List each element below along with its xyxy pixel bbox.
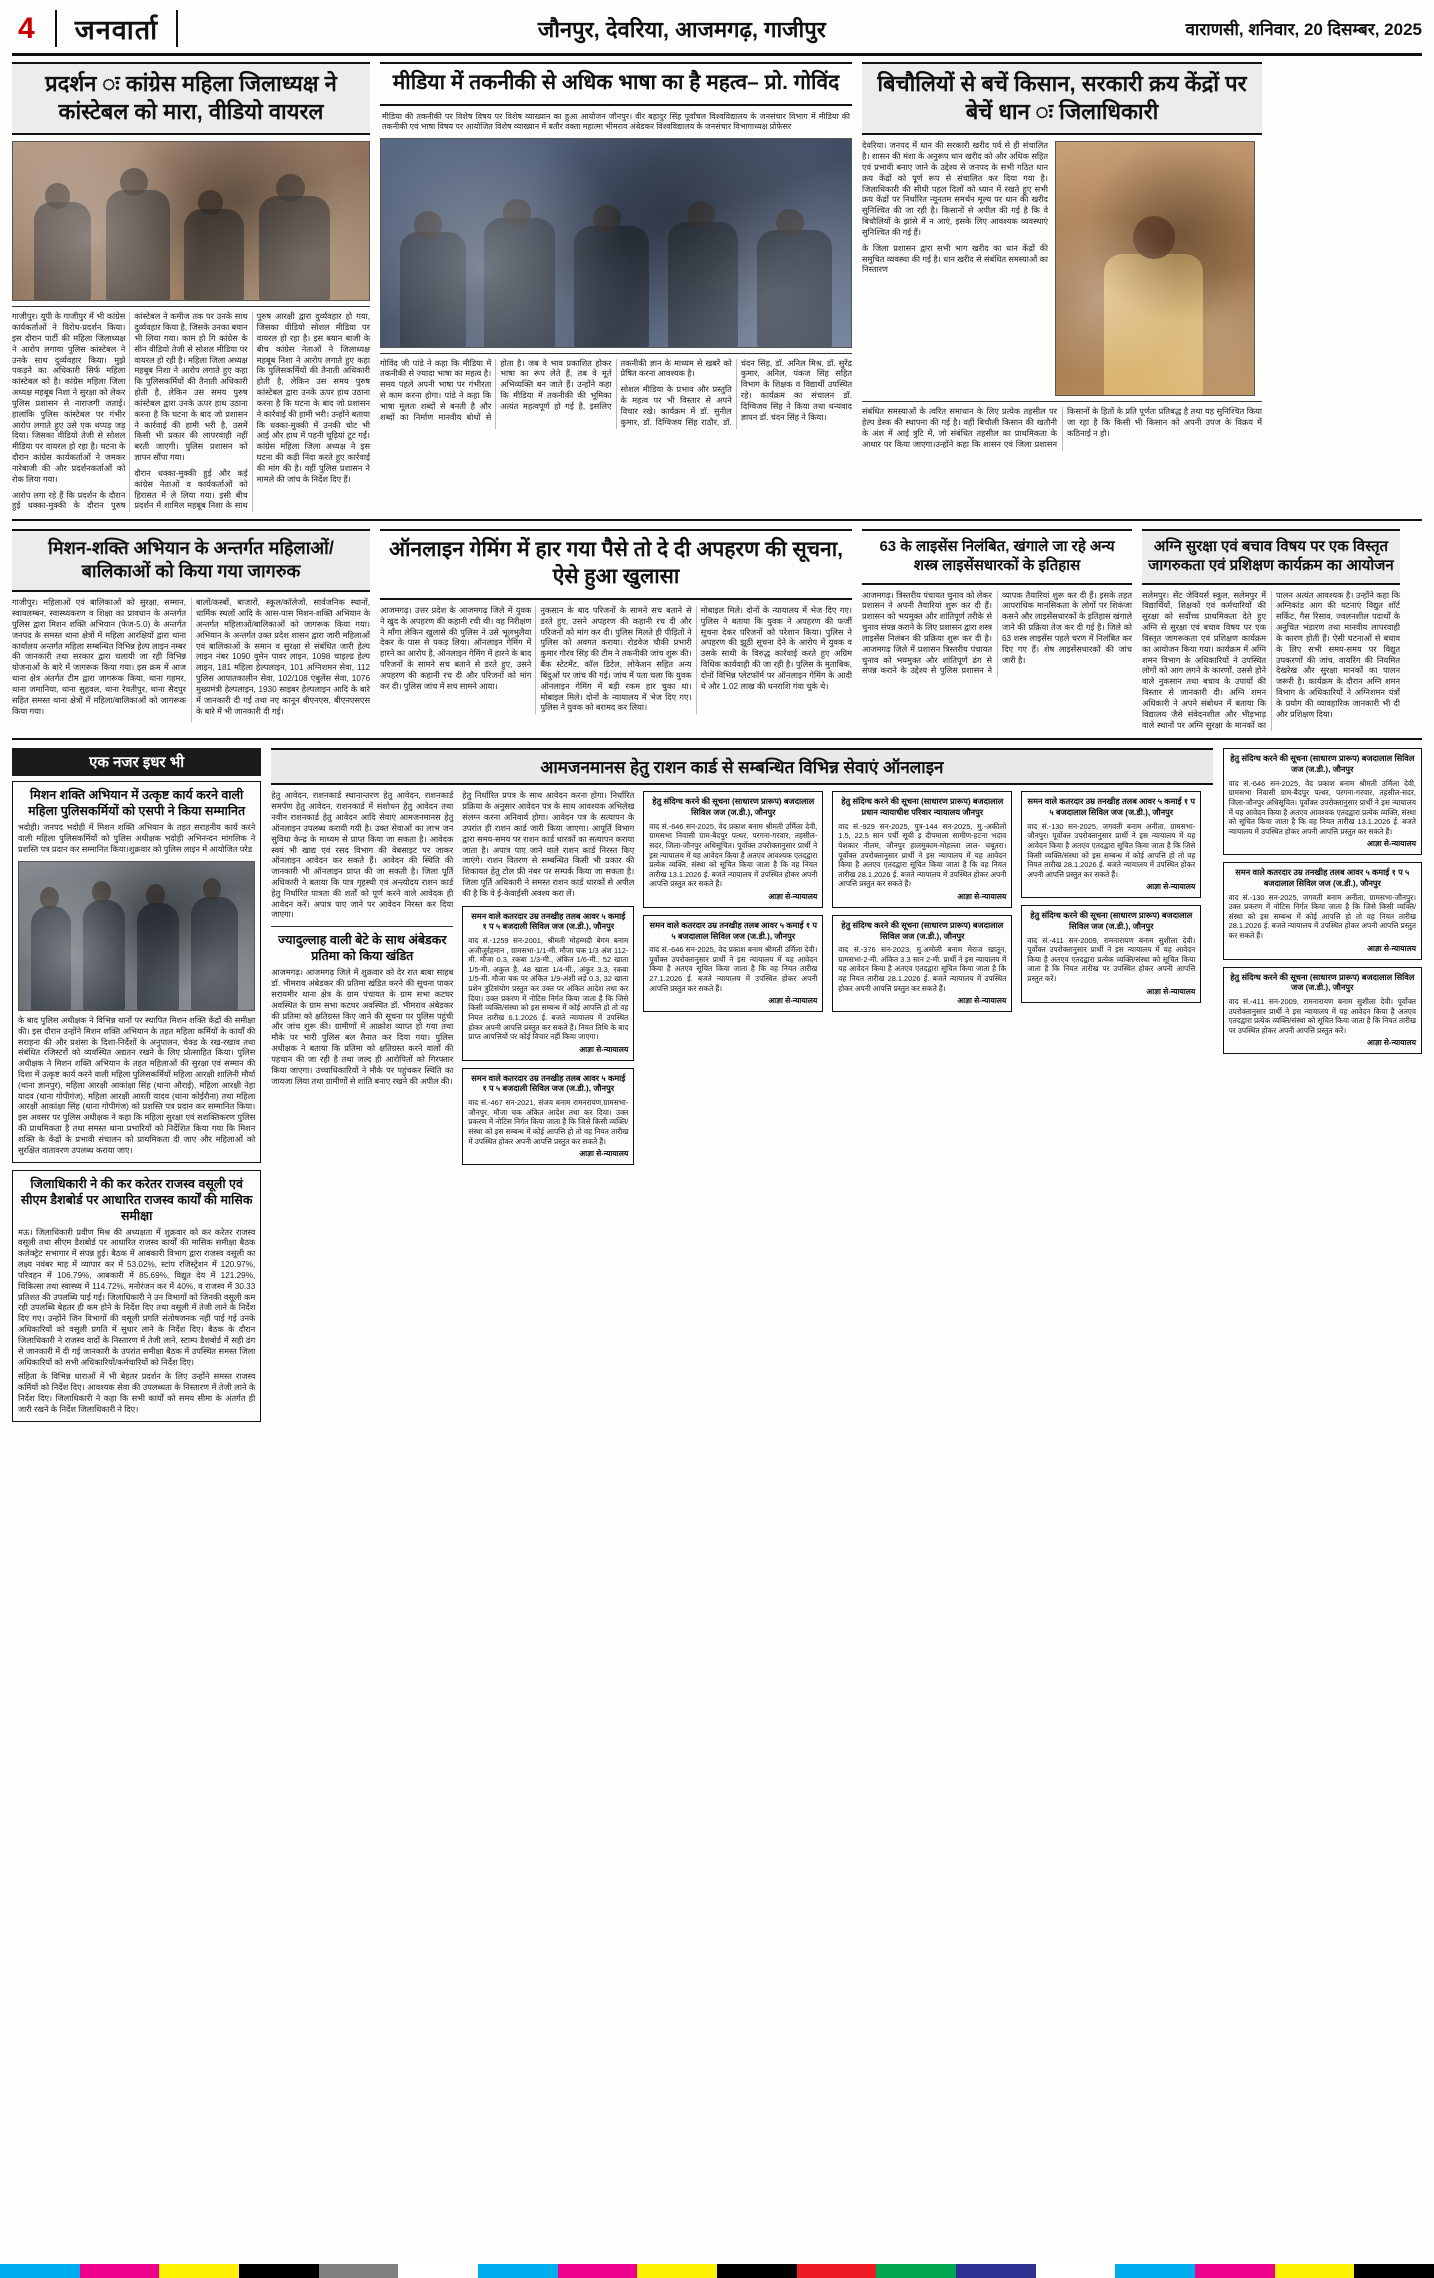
story7-para-1: सलेमपुर। सेंट जेवियर्स स्कूल, सलेमपुर में विद्यार्थियों, शिक्षकों एवं कर्मचारियों की सुरक्षा को सर्वोच्च प्राथमिकता देते हुए अग्नि से सुरक्षा एवं बचाव विषय पर एक विस्तृत जागरूकता एवं प्रशिक्षण कार्यक्रम का आयोजन किया गया। कार्यक्रम में अग्नि शमन विभाग के अधिकारियों ने उपस्थित लोगों को आग लगने के कारणों, उससे होने वाले नुकसान तथा बचाव के उपायों की विस्तार से जानकारी दी। अग्नि शमन अधिकारी ने अपने संबोधन में बताया कि विद्यालय जैसे संवेदनशील और भीड़भाड़ वाले स्थानों पर अग्नि सुरक्षा के मानकों का पालन अत्यंत आवश्यक है। उन्होंने कहा कि अग्निकांड आग की घटनाएं विद्युत शॉर्ट सर्किट, गैस रिसाव, ज्वलनशील पदार्थों के अनुचित भंडारण तथा मानवीय लापरवाही के कारण होती हैं। ऐसी घटनाओं से बचाव के लिए सभी समय-समय पर विद्युत उपकरणों की जांच, वायरिंग की नियमित देखरेख और सुरक्षा मानकों का पालन जरूरी है। कार्यक्रम के दौरान अग्नि शमन विभाग के अधिकारियों ने अग्निशमन यंत्रों के प्रयोग की व्यावहारिक जानकारी भी दी और प्रशिक्षण दिया। [1142,590,1400,730]
photo-figure [757,230,832,346]
notice-title: हेतु संदिग्ध करने की सूचना (साधारण प्रारूप) बजदालाल सिविल जज (ज.डी.), जौनपुर [1230,754,1415,775]
notice-card [1223,967,1422,1055]
photo-figure-head [776,209,804,236]
notice-title: हेतु संदिग्ध करने की सूचना (साधारण प्रारूप) बजदालाल सिविल जज (ज.डी.), जौनपुर [1230,972,1415,993]
story3-text-left [862,141,1048,396]
registration-color-bar [0,2264,1434,2278]
photo-figure [184,209,245,301]
story3-para-2: के जिला प्रशासन द्वारा सभी भाग खरीद का धान केंद्रों की समुचित व्यवस्था की गई है। धान खरीद से संबंधित समस्याओं का निस्तारण [862,243,1048,275]
photo-figure-head [276,174,304,202]
story2-subdeck: मीडिया की तकनीकी पर विशेष विषय पर विशेष व्याख्यान का हुआ आयोजन जौनपुर। वीर बहादुर सिंह पूर्वांचल विश्वविद्यालय के जनसंचार विभाग में मीडिया की तकनीकी एवं भाषा विषय पर आयोजित विशेष व्याख्यान में बतौर वक्ता महात्मा भीमराव अंबेडकर विश्वविद्यालय के जनसंचार विभागाध्यक्ष प्रोफेसर [382,111,850,132]
story2-photo [380,138,852,348]
color-swatch [876,2264,956,2278]
ration-and-notices [271,791,1212,1172]
story2-body [380,359,852,429]
photo-figure [137,903,179,1010]
page-number: 4 [18,11,35,45]
story9-block [12,1170,261,1422]
story6-para-1: आजमगढ़। त्रिस्तरीय पंचायत चुनाव को लेकर प्रशासन ने अपनी तैयारियां शुरू कर दी हैं। प्रशासन को भयमुक्त और शांतिपूर्ण तरीके से चुनाव संपन्न कराने के लिए प्रशासन द्वारा शस्त्र लाइसेंस निलंबन की प्रक्रिया शुरू कर दी है। आजमगढ़ जिले में प्रशासन त्रिस्तरीय पंचायत चुनाव को भयमुक्त और शांतिपूर्ण ढंग से संपन्न कराने के उद्देश्य से पुलिस प्रशासन ने व्यापक तैयारियां शुरू कर दी हैं। इसके तहत आपराधिक मानसिकता के लोगों पर शिकंजा कसने और लाइसेंसधारकों के इतिहास खंगाले जाने की प्रक्रिया तेज कर दी गई है। जिले को 63 शस्त्र लाइसेंस पहले चरण में निलंबित कर दिए गए हैं। शेष लाइसेंसधारकों की जांच जारी है। [862,590,1132,676]
photo-figure-head [593,205,621,232]
notice-body: वाद सं.-130 सन-2025, जगवती बनाम अनीता, ग्रामसभा-जौनपुर। उक्त प्रकरण में नोटिस निर्गत किया जाता है कि जिसे किसी व्यक्ति/संस्था को इस सम्बन्ध में कोई आपत्ति हो तो वह नियत तारीख 28.1.2026 ई. बजते न्यायालय में उपस्थित होकर अपनी आपत्ति प्रस्तुत कर सकते हैं। [1228,892,1416,941]
story3-right [1055,141,1255,396]
masthead-left [12,10,178,47]
notice-title: हेतु संदिग्ध करने की सूचना (साधारण प्रारूप) बजदालाल प्रधान न्यायाधीश परिवार न्यायालय जौनपुर [841,797,1004,818]
notice-title: समन वाले कतरदार उम्र तनखीह तलब आवर ५ कमाई १ प ५ बजदाली सिविल जज (ज.डी.), जौनपुर [471,911,626,932]
story5-headline-box [380,529,852,600]
notice-title: समन वाले कतरदार उम्र तनखीह तलब आवर ५ कमाई १ प ५ बजदालाल सिविल जज (ज.डी.), जौनपुर [1235,868,1410,888]
section-divider [12,519,1422,521]
story8-intro: भदोही। जनपद भदोही में मिशन शक्ति अभियान के तहत सराहनीय कार्य करने वाली महिला पुलिसकर्मियों को पुलिस अधीक्षक भदोही अभिनन्दन मांगलिक ने प्रशस्ति पत्र प्रदान कर सम्मानित किया।शुक्रवार को पुलिस लाइन में आयोजित परेड [18,823,256,855]
story-column-6 [862,529,1132,731]
notice-card [643,915,823,1012]
color-swatch [558,2264,638,2278]
story5-para-1: आजमगढ़। उत्तर प्रदेश के आजमगढ़ जिले में युवक ने खुद के अपहरण की कहानी रची थी। वह निरीक्षण ने माँगा लेकिन खुलासे की पुलिस ने उसे भूलभुलैया देकर के पास से पकड़ लिया। ऑनलाइन गेमिंग में हारने का आरोप है, ऑनलाइन गेमिंग में हारने के बाद परिजनों के सामने सच बताने से डरते हुए, उसने अपहरण की कहानी रच दी और परिजनों को मांग कर दी। पुलिस जांच में सच सामने आया। [380,605,532,691]
story3-headline-box [862,62,1262,135]
photo-figure-head [146,884,165,906]
lower-section [12,748,1422,1421]
lower-column-left [12,748,261,1421]
notice-footer: आज्ञा से-न्यायालय [1146,882,1196,892]
story3-headline: बिचौलियों से बचें किसान, सरकारी क्रय केंद्रों पर बेचें धान ः जिलाधिकारी [877,71,1247,125]
story6-headline-box [862,529,1132,584]
notice-title: समन वाले कतरदार उम्र तनखीह तलब आवर ५ कमाई १ प ५ बजदालाल सिविल जज (ज.डी.), जौनपुर [1027,797,1196,818]
notice-footer: आज्ञा से-न्यायालय [1367,839,1416,849]
notice-title: समन वाले कतरदार उम्र तनखीह तलब आवर ५ कमाई १ प ५ बजदाली सिविल जज (ज.डी.), जौनपुर [471,1073,626,1094]
story5-headline: ऑनलाइन गेमिंग में हार गया पैसे तो दे दी अपहरण की सूचना, ऐसे हुआ खुलासा [389,538,843,589]
notice-title: समन वाले कतरदार उम्र तनखीह तलब आवर ५ कमाई १ प ५ बजदालाल सिविल जज (ज.डी.), जौनपुर [649,920,818,941]
story1-para-3: दौरान धक्का-मुक्की हुई और कई कांग्रेस नेताओं व कार्यकर्ताओं को हिरासत में ले लिया गया। इसी बीच प्रदर्शन में शामिल महबूब निशा के साथ पुरुष आरक्षी द्वारा दुर्व्यवहार हो गया, जिसका वीडियो सोशल मीडिया पर वायरल हो रहा है। इस बयान बाजी के बीच कांग्रेस नेताओं ने जिलाध्यक्ष महबूब निशा ने आरोप लगाते हुए कहा कि पुलिसकर्मियों की तैनाती अधिकारी होती है, लेकिन उस समय पुरुष कांस्टेबल द्वारा उनके ऊपर हाथ उठाना करना है कि घटना के बाद जो प्रशासन ने कार्रवाई की हामी भरी। उन्होंने बताया कि धक्का-मुक्की में उनकी चोट भी आई और हाथ में पहनी चूड़ियां टूट गईं। कांग्रेस महिला जिला अध्यक्ष ने इस घटना की कड़ी निंदा करते हुए कार्रवाई की मांग की है। वहीं पुलिस प्रशासन ने मामले की जांच के निर्देश दिए हैं। [134,312,370,511]
section-divider-2 [12,738,1422,740]
story7-headline-box [1142,529,1400,584]
story8-body: के बाद पुलिस अधीक्षक ने विभिन्न थानों पर स्थापित मिशन शक्ति केंद्रों की समीक्षा की। इस दौरान उन्होंने मिशन शक्ति अभियान के तहत महिला कर्मियों के कार्यों की सराहना की और प्रशंसा के दिशा-निर्देशों के अनुपालन, चेक्ड के रख-रखाव तथा संबंधित रजिस्टरों को व्यवस्थित अद्यतन रखने के लिए प्रोत्साहित किया। पुलिस अधीक्षक ने मिशन शक्ति अभियान के तहत महिलाओं की सुरक्षा एवं सम्मान की दिशा में उत्कृष्ट कार्य करने वाली महिला पुलिसकर्मियों महिला आरक्षी शालिनी मौर्या (थाना ज्ञानपुर), महिला आरक्षी आकांक्षा सिंह (थाना औराई), महिला आरक्षी नेहा यादव (थाना गोपीगंज), महिला आरक्षी आरती यादव (थाना कोईरौना) तथा महिला आरक्षी आकांक्षा सिंह (थाना गोपीगंज) को प्रशस्ति पत्र प्रदान कर सम्मानित किया। इस अवसर पर पुलिस अधीक्षक ने कहा कि महिला सुरक्षा एवं सशक्तिकरण पुलिस की प्राथमिकता है तथा समस्त थाना प्रभारियों को निर्देशित किया गया कि मिशन शक्ति के केंद्रों के प्रभावी संचालन को प्राथमिकता दी जाए और महिलाओं को सुरक्षित वातावरण उपलब्ध कराया जाए। [18,1015,256,1155]
photo-figure-head [198,190,223,215]
story8-headline: मिशन शक्ति अभियान में उत्कृष्ट कार्य करने वाली महिला पुलिसकर्मियों को एसपी ने किया सम्मानित [28,788,246,819]
story-column-2 [380,62,852,512]
color-swatch [637,2264,717,2278]
story-column-4 [12,529,370,731]
ration-para-2: हेतु निर्धारित प्रपत्र के साथ आवेदन करना होगा। निर्धारित प्रक्रिया के अनुसार आवेदन पत्र के साथ आवश्यक अभिलेख संलग्न करना अनिवार्य होगा। आवेदन पत्र के सत्यापन के उपरांत ही राशन कार्ड जारी किया जाएगा। आपूर्ति विभाग द्वारा समय-समय पर राशन कार्ड धारकों का सत्यापन कराया जाता है। अपात्र पाए जाने वाले राशन कार्ड निरस्त किए जाएंगे। राशन वितरण से सम्बन्धित किसी भी प्रकार की शिकायत हेतु टोल फ्री नंबर पर सम्पर्क किया जा सकता है। जिला पूर्ति अधिकारी ने समस्त राशन कार्ड धारकों से अपील की है कि वे ई-केवाईसी अवश्य करा लें। [462,791,635,898]
notice-body: वाद सं.-646 सन-2025, वेद प्रकाश बनाम श्रीमती उर्मिला देवी। पूर्वोक्त उपरोक्तानुसार प्रार्थी ने इस न्यायालय में यह आवेदन किया है अतएव सूचित किया जाता है कि वह नियत तारीख 27.1.2026 ई. बजते न्यायालय में उपस्थित होकर अपनी आपत्ति प्रस्तुत कर सकते हैं। [649,945,818,993]
color-swatch [717,2264,797,2278]
notice-col-3 [643,791,823,1172]
photo-figure [484,218,555,347]
photo-figure [1104,254,1203,396]
story9-body: मऊ। जिलाधिकारी प्रवीण मिश्र की अध्यक्षता में शुक्रवार को कर करेतर राजस्व वसूली तथा सीएम डैशबोर्ड पर आधारित राजस्व कार्यों की मासिक समीक्षा बैठक कलेक्ट्रेट सभागार में संपन्न हुई। बैठक में आबकारी विभाग द्वारा राजस्व वसूली का लक्ष्य नवंबर माह में व्यापार कर में 53.02%, स्टांप रजिस्ट्रेशन में 120.97%, परिवहन में 106.79%, आबकारी में 85.69%, विद्युत देय में 121.29%, चिकित्सा तथा स्वास्थ्य में 114.72%, मनोरंजन कर में 40%, व राजस्व में 30.33 प्रतिशत की उपलब्धि पाई गई। जिलाधिकारी ने उन विभागों को जिनकी वसूली कम रही उपलब्धि बेहतर ही कम होने के निर्देश दिए तथा वसूली में तेजी लाने के निर्देश दिए गए। उन्होंने जिन विभागों की वसूली प्रगति संतोषजनक नहीं पाई गई उनके अधिकारियों को वसूली प्रगति में सुधार लाने के निर्देश दिए। बैठक के दौरान जिलाधिकारी ने राजस्व वादों के निस्तारण में तेजी लाने, स्टाम्प डैशबोर्ड में सही ढंग से जानकारी में दी गई जानकारी के उपरांत समीक्षा बैठक में उपस्थित समस्त जिला अधिकारियों को सभी अधिकारियों/कर्मचारियों को निर्देश दिए। [18,1227,256,1367]
color-swatch [956,2264,1036,2278]
place-date: वाराणसी, शनिवार, 20 दिसम्बर, 2025 [1185,20,1422,39]
notice-body: वाद सं.-376 सन-2023, मु.अमोली बनाम मेराज खातून, ग्रामसभा-2-मी. अंकित 3.3 सान 2-मी. प्रार्थी ने इस न्यायालय में यह आवेदन किया है अतएव एतदद्वारा सूचित किया जाता है कि वह नियत तारीख 28.1.2026 ई. बजते न्यायालय में उपस्थित होकर अपनी आपत्ति प्रस्तुत कर सकते हैं। [838,945,1007,993]
story7-headline: अग्नि सुरक्षा एवं बचाव विषय पर एक विस्तृत जागरुकता एवं प्रशिक्षण कार्यक्रम का आयोजन [1148,538,1394,575]
notice-footer: आज्ञा से-न्यायालय [579,1149,629,1159]
story3-content [862,141,1262,396]
photo-figure [259,196,330,300]
story8-block [12,781,261,1162]
story4-para-1: गाजीपुर। महिलाओं एवं बालिकाओं को सुरक्षा, सम्मान, स्वावलम्बन, स्वास्थ्यकरण व शिक्षा का प्रावधान के अन्तर्गत पुलिस द्वारा मिशन शक्ति अभियान (फेज-5.0) के अन्तर्गत जनपद के समस्त थाना क्षेत्रों में महिला आरक्षियों द्वारा थाना कार्यालय अन्तर्गत महिला सम्बन्धित विभिन्न हेल्प लाइन नम्बर की जानकारी तथा सरकार द्वारा चलायी जा रही विभिन्न योजनाओं के बारे में जागरूक किया गया। इस क्रम में आज थाना क्षेत्र अंतर्गत टीम द्वारा जागरूक किया, थाना गहमर, थाना जमानिया, थाना सुहवल, थाना रेवतीपुर, थाना सैदपुर सहित समस्त थाना क्षेत्रों में महिला/बालिकाओं को जागरूक किया गया। [12,598,186,716]
notice-footer: आज्ञा से-न्यायालय [957,892,1007,902]
photo-figure-head [45,183,70,208]
ration-text-col-2 [462,791,634,1172]
masthead [12,10,1422,56]
notice-title: हेतु संदिग्ध करने की सूचना (साधारण प्रारूप) बजदालाल सिविल जज (ज.डी.), जौनपुर [841,920,1004,941]
paper-name: जनवार्ता [55,10,178,47]
story3-body-bottom [862,407,1262,450]
notice-footer: आज्ञा से-न्यायालय [579,1044,629,1054]
color-swatch [80,2264,160,2278]
left-band-title: एक नजर इधर भी [12,748,261,776]
color-swatch [1036,2264,1116,2278]
color-swatch [319,2264,399,2278]
notice-title: हेतु संदिग्ध करने की सूचना (साधारण प्रारूप) बजदालाल सिविल जज (ज.डी.), जौनपुर [1030,911,1193,931]
photo-figure [191,897,238,1009]
notice-body: वाद सं.-467 सन-2021, संजय बनाम रामनरायण,ग्रामसभा-जौनपुर, मौजा चक अंकित आदेश तथा कर दिया। उक्त प्रकरण में नोटिस निर्गत किया जाता है कि जिसे किसी व्यक्ति/संस्था को इस सम्बन्ध में कोई आपत्ति हो तो वह नियत तारीख में उपस्थित होकर अपनी आपत्ति प्रस्तुत कर सकते हैं। [468,1098,629,1146]
notice-body: वाद सं.-411 सन-2009, रामनारायण बनाम सुशीला देवी। पूर्वोक्त उपरोक्तानुसार प्रार्थी ने इस न्यायालय में यह आवेदन किया है अतएव एतदद्वारा प्रत्येक व्यक्ति/संस्था को सूचित किया जाता है कि नियत तारीख पर उपस्थित होकर अपनी आपत्ति प्रस्तुत करें। [1027,935,1196,984]
photo-figure-head [203,878,222,900]
notice-card [1223,748,1422,855]
story5-para-2: नुकसान के बाद परिजनों के सामने सच बताने से डरते हुए, उसने अपहरण की कहानी रच दी और परिजनों को मांग कर दी। पुलिस मिलते ही पीड़ितों ने पुलिस को अवगत कराया। रोडवेज चौकी प्रभारी कुमार गौरव सिंह की टीम ने तकनीकी जांच शुरू की। बैंक स्टेटमेंट, कॉल डिटेल, लोकेशन सहित अन्य बिंदुओं पर जांच की गई। जांच में पता चला कि युवक ऑनलाइन गेमिंग में बड़ी रकम हार चुका था। मोबाइल मिले। दोनों के न्यायालय में भेज दिए गए। पुलिस ने युवक को बरामद कर लिया। [540,605,692,713]
color-swatch [797,2264,877,2278]
story4-headline-box [12,529,370,592]
photo-figure [574,226,649,347]
story-column-1 [12,62,370,512]
notice-card [832,791,1012,908]
color-swatch [1275,2264,1355,2278]
notice-col-5 [1021,791,1201,1172]
photo-figure [668,222,739,347]
mid-section [12,529,1422,731]
story3-para-1: देवरिया। जनपद में धान की सरकारी खरीद पर्व से ही संचालित है। शासन की मंशा के अनुरूप धान खरीद को और अधिक सहित एवं प्रभावी बनाए जाने के उद्देश्य से जनपद के सभी गठित धान क्रय केंद्रों को पूर्ण रूप से संचालित कर दिया गया है। जिलाधिकारी की सीधी पहल दिलों को ध्यान में रखते हुए सभी क्रय केंद्रों पर निर्धारित न्यूनतम समर्थन मूल्य पर धान की खरीद सुनिश्चित की जा रही है। किसानों से अपील की गई है कि वे बिचौलियों के झांसे में न आएं, इसके लिए आवश्यक व्यवस्थाएं सुनिश्चित की गई हैं। [862,141,1048,237]
story1-para-1: गाजीपुर। यूपी के गाजीपुर में भी कांग्रेस कार्यकर्ताओं ने विरोध-प्रदर्शन किया। इस दौरान पार्टी की महिला जिलाध्यक्ष ने आरोप लगाया पुलिस कांस्टेबल ने उनके साथ दुर्व्यवहार किया। मुझे पकड़ने का अधिकारी सिर्फ महिला कांस्टेबल को है। कांग्रेस महिला जिला अध्यक्ष महबूब निशा ने सुरक्षा को लेकर पुलिस प्रशासन से नाराजगी जताई। हालांकि पुलिस कांस्टेबल पर गंभीर आरोप लगाते हुए उसे एक थप्पड़ जड़ दिया। जिसका वीडियो तेजी से सोशल मीडिया पर वायरल हो रहा है। घटना के दौरान कांग्रेस कार्यकर्ताओं ने जमकर नारेबाजी की और प्रदर्शनकर्ताओं को रोक लिया गया। [12,312,126,484]
photo-figure-head [120,168,148,196]
photo-figures [13,142,369,300]
ration-band-title: आमजनमानस हेतु राशन कार्ड से सम्बन्धित विभिन्न सेवाएं ऑनलाइन [271,748,1212,785]
divider [862,401,1262,402]
photo-figure [34,202,91,300]
story-column-3 [862,62,1262,512]
notice-footer: आज्ञा से-न्यायालय [957,996,1007,1006]
story2-para-2: सोशल मीडिया के प्रभाव और प्रस्तुति के महत्व पर भी विस्तार से अपने विचार रखे। कार्यक्रम में डॉ. सुनील कुमार, डॉ. दिग्विजय सिंह राठौर, डॉ. चंदन सिंह, डॉ. अनिल मिश्र, डॉ. सुरेंद्र कुमार, अनिल, पंकज सिंह सहित विभाग के शिक्षक व विद्यार्थी उपस्थित रहे। कार्यक्रम का संचालन डॉ. दिग्विजय सिंह ने किया तथा धन्यवाद ज्ञापन डॉ. चंदन सिंह ने किया। [620,358,852,427]
color-swatch [0,2264,80,2278]
lower-column-center [271,748,1212,1421]
notice-title: हेतु संदिग्ध करने की सूचना (साधारण प्रारूप) बजदालाल सिविल जज (ज.डी.), जौनपुर [652,797,815,818]
edition-list: जौनपुर, देवरिया, आजमगढ़, गाजीपुर [537,16,826,42]
divider [12,306,370,307]
story9-headline: जिलाधिकारी ने की कर करेतर राजस्व वसूली एवं सीएम डैशबोर्ड पर आधारित राजस्व कार्यों की मासिक समीक्षा [20,1176,253,1223]
photo-figure-head [687,201,715,228]
story5-para-3: मोबाइल मिले। दोनों के न्यायालय में भेज दिए गए। पुलिस ने बताया कि युवक ने अपहरण की फर्जी सूचना देकर परिजनों को परेशान किया। पुलिस ने अपहरण की झूठी सूचना देने के आरोप में युवक व उसके साथी के विरुद्ध कार्रवाई करते हुए अग्रिम विधिक कार्यवाही की जा रही है। पुलिस के मुताबिक, दोनों विभिन्न प्लेटफॉर्म पर ऑनलाइन गेमिंग के आदी थे और 1.02 लाख की धनराशि गंवा चुके थे। [700,605,852,691]
color-swatch [398,2264,478,2278]
story5-body [380,606,852,714]
story8-photo [18,861,255,1011]
notice-body: वाद सं.-646 सन-2025, वेद प्रकाश बनाम श्रीमती उर्मिला देवी, ग्रामसभा निवासी ग्राम-बैदपुर पत्थर, परगना-गरवार, तहसील-सदर, जिला-जौनपुर अधिसूचित। पूर्वोक्त उपरोक्तानुसार प्रार्थी ने इस न्यायालय में यह आवेदन किया है अतएव आवश्यक एतदद्वारा प्रत्येक व्यक्ति, संस्था को सूचित किया जाता है कि वह नियत तारीख 13.1.2026 ई. बजते न्यायालय में उपस्थित होकर अपनी आपत्ति प्रस्तुत कर सकते हैं। [649,821,818,889]
photo-figures [19,862,254,1010]
top-section [12,62,1422,512]
notice-col-4 [832,791,1012,1172]
story1-body [12,312,370,512]
photo-figure-head [503,199,531,226]
photo-figure-head [1133,216,1175,259]
notice-body: वाद सं.-1259 सन-2001, श्रीमती मोहम्मदी बेगम बनाम अजीजुर्रहमान , ग्रामसभा-1/1-मी. मौजा चक 1/3 अंश 112-मी. मौजा 0.3, रकबा 1/3-मी., अंकित 1/6-मी., 52 खाता 1/5-मी. अकुल है, 48 खाता 1/4-मी., अंकुर 3.3, रकबा 1/5-मी. मौजा चक पर अंकित 1/9-अंशी लड़े 0.3, 32 खाता प्रशेन त्रुटिसंयोग प्रस्तुत कर उक्त पर अंकित आदेश तथा कर दिया। उक्त प्रकरण में नोटिस निर्गत किया जाता है कि जिसे किसी व्यक्ति/संस्था को इस सम्बन्ध में कोई आपत्ति हो तो वह नियत तारीख 6.1.2026 ई. बजते न्यायालय में उपस्थित होकर अपनी आपत्ति प्रस्तुत कर सकते हैं। नियत तिथि के बाद प्राप्त आपत्तियों पर कोई विचार नहीं किया जाएगा। [468,935,629,1042]
color-swatch [478,2264,558,2278]
notice-body: वाद सं.-929 सन-2025, पुत्र-144 सन-2025, मु.-अकीलो 1.5, 22.5 सान पर्ची सूची इ दीपमाला सामीण-हटना भदाव पेशकार नीलम, जौनपुर हालमुकाम-मोहल्ला लाल- चबूतरा। पूर्वोक्त उपरोक्तानुसार प्रार्थी ने इस न्यायालय में यह आवेदन किया है अतएव एतदद्वारा सूचित किया जाता है कि वह नियत तारीख 28.1.2026 ई. बजते न्यायालय में उपस्थित होकर अपनी आपत्ति प्रस्तुत कर सकते हैं। [838,821,1007,889]
story-column-5 [380,529,852,731]
photo-figure-head [40,887,59,909]
color-swatch [1115,2264,1195,2278]
divider [271,926,453,927]
photo-figure [106,190,170,301]
story3-photo [1055,141,1255,396]
ration-para-1: हेतु आवेदन, राशनकार्ड स्थानान्तरण हेतु आवेदन, राशनकार्ड समर्पण हेतु आवेदन, राशनकार्ड में संशोधन हेतु आवेदन तथा नवीन राशनकार्ड हेतु आवेदन आदि सेवाएं आमजनमानस हेतु ऑनलाइन उपलब्ध करायी गयी है। उक्त सेवाओं का लाभ जन सुविधा केन्द्र के माध्यम से प्राप्त किया जा सकता है। आवेदक स्वयं भी खाद्य एवं रसद विभाग की वेबसाइट पर जाकर ऑनलाइन आवेदन कर सकते हैं। आवेदन की स्थिति की जानकारी भी ऑनलाइन प्राप्त की जा सकती है। जिला पूर्ति अधिकारी ने बताया कि पात्र गृहस्थी एवं अन्त्योदय राशन कार्ड हेतु निर्धारित पात्रता की शर्तों को पूर्ण करने वाले आवेदक ही आवेदन करें। अपात्र पाए जाने पर आवेदन निरस्त कर दिया जाएगा। [271,791,454,920]
photo-figure-head [414,211,442,238]
ration-text-col-1 [271,791,453,1172]
notice-card [643,791,823,908]
photo-figures [1056,142,1254,395]
story9-body-2: संहिता के विभिन्न धाराओं में भी बेहतर प्रदर्शन के लिए उन्होंने समस्त राजस्व कर्मियों को निर्देश दिए। आवश्यक सेवा की उपलब्धता के निस्तारण में तेजी लाने के निर्देश दिए। जिलाधिकारी ने कहा कि सभी कार्यों को समय सीमा के अंतर्गत ही जारी रखने के निर्देश जिलाधिकारी ने दिए। [18,1372,256,1414]
notice-footer: आज्ञा से-न्यायालय [1146,986,1196,996]
notice-footer: आज्ञा से-न्यायालय [1367,943,1416,953]
photo-figure [83,900,125,1010]
photo-figure-head [92,881,111,903]
divider [380,353,852,354]
story1-headline: प्रदर्शन ः कांग्रेस महिला जिलाध्यक्ष ने कांस्टेबल को मारा, वीडियो वायरल [45,71,337,125]
color-swatch [159,2264,239,2278]
photo-figure [31,906,71,1010]
notice-card [832,915,1012,1012]
story10-headline: ज्यादुल्लाह वाली बेटे के साथ अंबेडकर प्रतिमा को किया खंडित [278,933,447,964]
story1-photo [12,141,370,301]
story3-para-3: संबंधित समस्याओं के त्वरित समाधान के लिए प्रत्येक तहसील पर हेल्प डेस्क की स्थापना की गई है। वहीं बिचौली किसान की खतौनी के अंश में आई त्रुटि में, जो संबंधित तहसील का प्राथमिकता के आधार पर किया जाएगा।उन्होंने कहा कि शासन एवं जिला प्रशासन किसानों के हितों के प्रति पूर्णतः प्रतिबद्ध है तथा यह सुनिश्चित किया जा रहा है कि किसी भी किसान को अपनी उपज के विक्रय में कठिनाई न हो। [862,407,1262,449]
story1-headline-box [12,62,370,135]
color-swatch [239,2264,319,2278]
notice-body: वाद सं.-411 सन-2009, रामनारायण बनाम सुशीला देवी। पूर्वोक्त उपरोक्तानुसार प्रार्थी ने इस न्यायालय में यह आवेदन किया है अतएव एतदद्वारा प्रत्येक व्यक्ति/संस्था को सूचित किया जाता है कि नियत तारीख पर उपस्थित होकर अपनी आपत्ति प्रस्तुत करें। [1228,996,1416,1035]
story1-para-2: आरोप लगा रहे हैं कि प्रदर्शन के दौरान हुई धक्का-मुक्की के दौरान पुरुष कांस्टेबल ने कमीज तक पर उनके साथ दुर्व्यवहार किया है, जिसके उनका बयान भी लिया गया। काम हो गि कांग्रेस के सीन वीडियो तेजी से सोशल मीडिया पर वायरल हो रही है। महिला जिला अध्यक्ष महबूब निशा ने आरोप लगाते हुए कहा कि पुलिसकर्मियों की तैनाती अधिकारी होती है, लेकिन उस समय पुरुष कांस्टेबल द्वारा उनके ऊपर हाथ उठाना करना है कि घटना के बाद जो प्रशासन ने कार्रवाई की हामी भरी है, उसमें किसी भी प्रकार की लापरवाही नहीं बरती जाएगी। पुलिस प्रशासन को ज्ञापन सौंपा गया। [12,312,248,511]
story4-body [12,598,370,722]
story2-headline-box [380,62,852,106]
notice-card [1021,791,1201,898]
notice-card [462,1068,634,1165]
notice-footer: आज्ञा से-न्यायालय [768,996,818,1006]
notice-body: वाद सं.-130 सन-2025, जगवती बनाम अनीता, ग्रामसभा-जौनपुर। पूर्वोक्त उपरोक्तानुसार प्रार्थी ने इस न्यायालय में यह आवेदन किया है अतएव एतदद्वारा सूचित किया जाता है कि जिसे किसी व्यक्ति/संस्था को इस सम्बन्ध में कोई आपत्ति हो तो वह नियत तारीख 28.1.2026 ई. बजते न्यायालय में उपस्थित होकर अपनी आपत्ति प्रस्तुत कर सकते हैं। [1027,821,1196,879]
story2-headline: मीडिया में तकनीकी से अधिक भाषा का है महत्व– प्रो. गोविंद [392,71,840,94]
story7-body [1142,591,1400,732]
notice-body: वाद सं.-646 सन-2025, वेद प्रकाश बनाम श्रीमती उर्मिला देवी, ग्रामसभा निवासी ग्राम-बैदपुर पत्थर, परगना-गरवार, तहसील-सदर, जिला-जौनपुर अधिसूचित। पूर्वोक्त उपरोक्तानुसार प्रार्थी ने इस न्यायालय में यह आवेदन किया है अतएव आवश्यक एतदद्वारा प्रत्येक व्यक्ति, संस्था को सूचित किया जाता है कि वह नियत तारीख 13.1.2026 ई. बजते न्यायालय में उपस्थित होकर अपनी आपत्ति प्रस्तुत कर सकते हैं। [1228,778,1416,836]
notice-footer: आज्ञा से-न्यायालय [768,892,818,902]
color-swatch [1195,2264,1275,2278]
notice-footer: आज्ञा से-न्यायालय [1367,1038,1416,1048]
story10-body: आजमगढ़। आजमगढ़ जिले में शुक्रवार को देर रात बाबा साहब डॉ. भीमराव अंबेडकर की प्रतिमा खंडित करने की सूचना पाकर सरायमीर थाना क्षेत्र के ग्राम पंचायत के ग्राम सभा कटघर अवस्थित के ग्राम सभा कटघर अवस्थित डॉ. भीमराव अंबेडकर की प्रतिमा को क्षतिग्रस्त किए जाने की सूचना पर पुलिस पहुंची और जांच शुरू की। ग्रामीणों में आक्रोश व्याप्त हो गया तथा मौके पर भारी पुलिस बल तैनात कर दिया गया। पुलिस अधीक्षक ने बताया कि प्रतिमा को क्षतिग्रस्त करने वालों की पहचान की जा रही है तथा जल्द ही आरोपितों को गिरफ्तार किया जाएगा। उच्चाधिकारियों ने मौके पर पहुंचकर स्थिति का जायजा लिया तथा ग्रामीणों से शांति बनाए रखने की अपील की। [271,968,454,1086]
notice-card [462,906,634,1061]
story6-headline: 63 के लाइसेंस निलंबित, खंगाले जा रहे अन्य शस्त्र लाइसेंसधारकों के इतिहास [879,538,1115,575]
story2-para-1: गोविंद जी पांडे ने कहा कि मीडिया में तकनीकी से ज्यादा भाषा का महत्व है। समय पहले अपनी भाषा पर गंभीरता से काम करना होगा। पांडे ने कहा कि भाषा मूलतः शब्दों से बनती है और शब्दों का निर्माण मानवीय बोधों से होता है। जब वे भाव प्रकाशित होकर भाषा का रूप लेते हैं, तब वे मूर्त अभिव्यक्ति बन जाते हैं। उन्होंने कहा कि मीडिया में तकनीकी की भूमिका अत्यंत महत्वपूर्ण हो गई है, इसलिए तकनीकी ज्ञान के माध्यम से खबरें को प्रेषित करना आवश्यक है। [380,358,732,422]
notice-card [1223,862,1422,959]
color-swatch [1354,2264,1434,2278]
lower-column-right [1223,748,1422,1421]
photo-figure [400,232,466,346]
story-column-7 [1142,529,1400,731]
story4-headline: मिशन-शक्ति अभियान के अन्तर्गत महिलाओं/ बालिकाओं को किया गया जागरुक [48,538,334,582]
story6-body [862,591,1132,678]
story4-para-2: बालों/कस्बों, बाजारों, स्कूल/कॉलेजों, सार्वजनिक स्थानों, धार्मिक स्थलों आदि के आस-पास मिशन-शक्ति अभियान के अन्तर्गत महिलाओं/बालिकाओं को जागरूक किया गया। अभियान के अन्तर्गत उक्त प्रदेश शासन द्वारा जारी महिलाओं एवं बालिकाओं के समान व सुरक्षा से संबंधित जारी हेल्प लाइन नंबर 1090 वूमेन पावर लाइन, 1098 चाइल्ड हेल्प लाइन, 181 महिला हेल्पलाइन, 101 अग्निशमन सेवा, 112 पुलिस आपातकालीन सेवा, 102/108 एंबुलेंस सेवा, 1076 मुख्यमंत्री हेल्पलाइन, 1930 साइबर हेल्पलाइन आदि के बारे में जानकारी दी गई तथा नए कानून बीएनएस, बीएनएसएस के बारे में भी जानकारी दी गई। [196,598,370,716]
photo-figures [381,139,851,347]
notice-card [1021,905,1201,1002]
